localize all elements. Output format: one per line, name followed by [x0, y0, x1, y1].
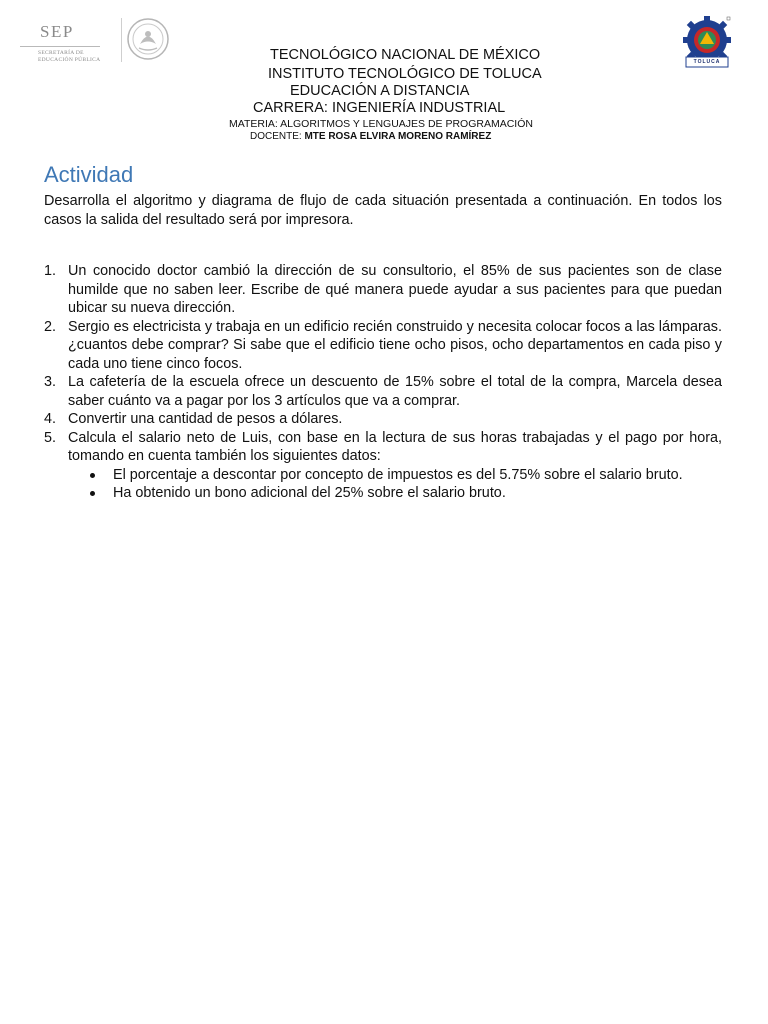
task-item — [44, 318, 722, 374]
bullet-text: Ha obtenido un bono adicional del 25% sobre el salario bruto. — [113, 485, 506, 501]
task-text: Calcula el salario neto de Luis, con base en la lectura de sus horas trabajadas y el pago por hora, tomando en cuenta también los siguientes datos: — [68, 429, 722, 464]
tec-logo-name: TOLUCA — [693, 59, 721, 65]
task-text: Sergio es electricista y trabaja en un edificio recién construido y necesita colocar focos a las lámparas. ¿cuantos debe comprar? Si sabe que el edificio tiene ocho pisos, ocho departamentos en cada piso y cada uno tiene cinco focos. — [68, 318, 722, 372]
task-text: La cafetería de la escuela ofrece un descuento de 15% sobre el total de la compra, Marcela desea saber cuánto va a pagar por los 3 artículos que va a comprar. — [68, 374, 722, 409]
mexican-coat-of-arms-icon — [126, 17, 170, 61]
sep-subtitle — [38, 50, 100, 64]
sep-wordmark: SEP — [40, 22, 74, 41]
task-text: Convertir una cantidad de pesos a dólares. — [68, 411, 343, 427]
activity-heading: Actividad — [44, 162, 134, 187]
bullet-item — [68, 484, 722, 503]
task-item — [44, 410, 722, 429]
task-number: 3. — [44, 374, 57, 390]
bullet-text: El porcentaje a descontar por concepto de impuestos es del 5.75% sobre el salario bruto. — [113, 466, 683, 483]
task-item — [44, 429, 722, 503]
task-text: Un conocido doctor cambió la dirección de su consultorio, el 85% de sus pacientes son de clase humilde que no saben leer. Escribe de qué manera puede ayudar a sus pacientes para que puedan ubicar su nueva dirección. — [68, 263, 722, 316]
sep-subtitle-line1: SECRETARÍA DE — [38, 50, 84, 56]
teacher-line — [250, 131, 491, 142]
subject-line: MATERIA: ALGORITMOS Y LENGUAJES DE PROGRAMACIÓN — [229, 118, 533, 130]
task-number: 1. — [44, 263, 57, 279]
task-item — [44, 262, 722, 318]
institution-line: TECNOLÓGICO NACIONAL DE MÉXICO — [270, 47, 541, 63]
career-line: CARRERA: INGENIERÍA INDUSTRIAL — [253, 100, 506, 116]
sep-logo — [18, 16, 170, 66]
logo-separator — [121, 18, 122, 62]
task-list — [44, 262, 722, 503]
sep-subtitle-line2: EDUCACIÓN PÚBLICA — [38, 57, 101, 63]
modality-line: EDUCACIÓN A DISTANCIA — [290, 83, 470, 99]
task-bullet-list — [68, 466, 722, 503]
teacher-name: MTE ROSA ELVIRA MORENO RAMÍREZ — [304, 131, 492, 142]
task-number: 5. — [44, 429, 57, 446]
sep-divider — [20, 46, 100, 47]
activity-intro: Desarrolla el algoritmo y diagrama de flujo de cada situación presentada a continuación. En todos los casos la salida del resultado será por impresora. — [44, 193, 722, 228]
task-item — [44, 373, 722, 410]
task-number: 2. — [44, 318, 57, 335]
bullet-dot-icon — [90, 491, 95, 496]
campus-line: INSTITUTO TECNOLÓGICO DE TOLUCA — [268, 66, 542, 82]
bullet-dot-icon — [90, 473, 95, 478]
bullet-item — [68, 466, 722, 485]
task-number: 4. — [44, 411, 57, 427]
teacher-label: DOCENTE: — [250, 131, 305, 142]
